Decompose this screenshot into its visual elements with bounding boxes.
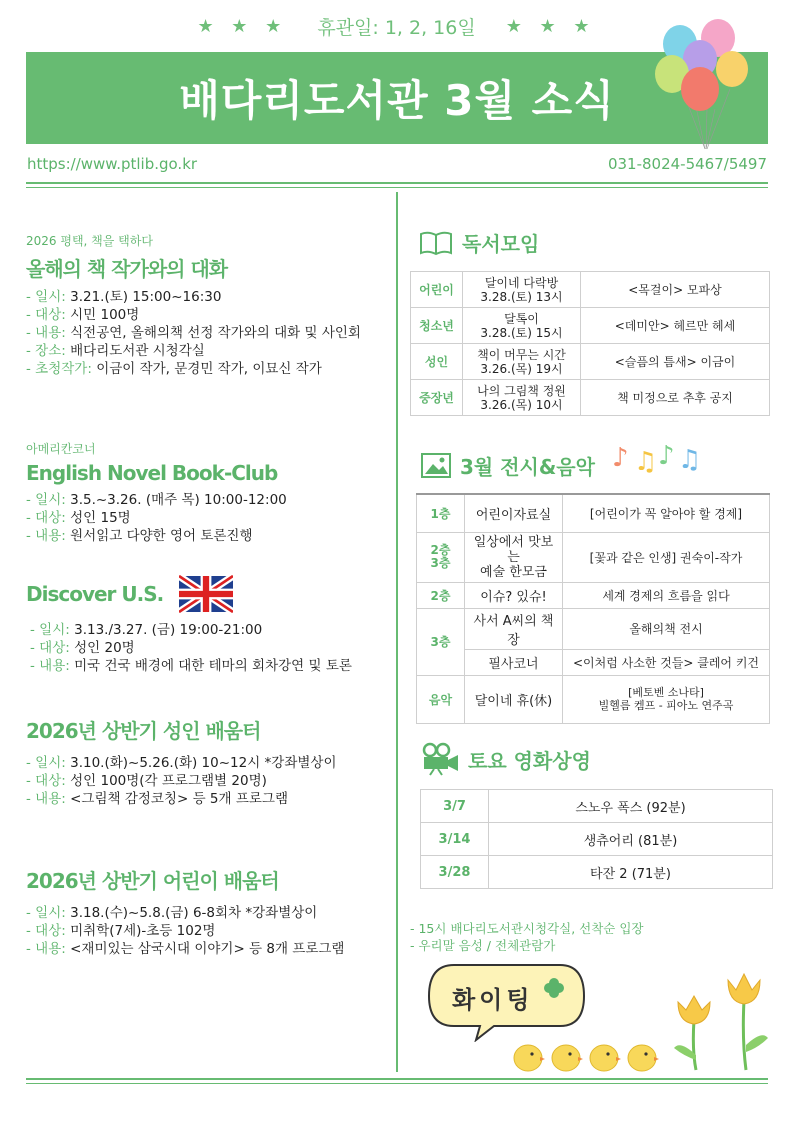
divider-top xyxy=(26,182,768,184)
movie-note: - 15시 배다리도서관시청각실, 선착순 입장 xyxy=(410,921,644,936)
page-title: 배다리도서관 3월 소식 xyxy=(179,76,615,125)
stars-left: ★ ★ ★ xyxy=(197,15,288,37)
discover-section xyxy=(26,575,391,675)
info-line: - 대상: 시민 100명 xyxy=(26,307,140,323)
reading-header xyxy=(418,228,539,257)
discover-title: Discover U.S. xyxy=(26,582,164,606)
table-cell: 책이 머무는 시간 3.26.(목) 19시 xyxy=(463,344,581,380)
table-cell: 나의 그림책 정원 3.26.(목) 10시 xyxy=(463,380,581,416)
svg-text:♫: ♫ xyxy=(678,445,702,474)
phone-number: 031-8024-5467/5497 xyxy=(607,155,767,173)
table-cell: 3/7 xyxy=(421,790,489,823)
book-club-info xyxy=(26,491,391,545)
table-cell: 3/28 xyxy=(421,856,489,889)
info-line: - 일시: 3.5.~3.26. (매주 목) 10:00-12:00 xyxy=(26,492,287,508)
table-cell: 어린이 xyxy=(411,272,463,308)
table-cell: 청소년 xyxy=(411,308,463,344)
author-talk-section xyxy=(26,232,391,378)
union-jack-flag-icon xyxy=(179,575,233,613)
table-cell: 어린이자료실 xyxy=(465,494,563,532)
info-line: - 대상: 미취학(7세)-초등 102명 xyxy=(26,923,216,939)
table-cell: 달톡이 3.28.(토) 15시 xyxy=(463,308,581,344)
author-talk-info xyxy=(26,288,391,378)
table-row xyxy=(411,380,770,416)
tulips-icon xyxy=(664,960,774,1072)
table-cell: 2층 xyxy=(417,582,465,608)
table-cell: 올해의책 전시 xyxy=(563,608,770,649)
table-cell: [베토벤 소나타] 빌헬름 켐프 - 피아노 연주곡 xyxy=(563,675,770,723)
music-notes-icon xyxy=(612,438,704,474)
table-cell: 1층 xyxy=(417,494,465,532)
table-cell: 타잔 2 (71분) xyxy=(489,856,773,889)
movie-header xyxy=(420,742,591,776)
table-cell: <이처럼 사소한 것들> 클레어 키건 xyxy=(563,649,770,675)
adult-program-info xyxy=(26,754,391,808)
table-row xyxy=(417,608,770,649)
column-divider xyxy=(396,192,398,1072)
movie-title: 토요 영화상영 xyxy=(468,748,591,773)
info-line: - 일시: 3.21.(토) 15:00~16:30 xyxy=(26,289,222,305)
info-line: - 장소: 배다리도서관 시청각실 xyxy=(26,343,205,359)
table-cell: 필사코너 xyxy=(465,649,563,675)
info-line: - 내용: 식전공연, 올해의책 선정 작가와의 대화 및 사인회 xyxy=(26,325,361,341)
movie-note: - 우리말 음성 / 전체관람가 xyxy=(410,938,556,953)
movie-notes xyxy=(410,920,643,954)
info-line: - 내용: 원서읽고 다양한 영어 토론진행 xyxy=(26,528,253,544)
table-cell: 일상에서 맛보는 예술 한모금 xyxy=(465,532,563,582)
picture-frame-icon xyxy=(420,450,452,480)
info-line: - 대상: 성인 100명(각 프로그램별 20명) xyxy=(26,773,267,789)
table-row xyxy=(411,272,770,308)
svg-text:♪: ♪ xyxy=(612,443,629,473)
info-line: - 대상: 성인 15명 xyxy=(26,510,131,526)
info-line: - 대상: 성인 20명 xyxy=(30,640,135,656)
table-row xyxy=(421,823,773,856)
closed-days: 휴관일: 1, 2, 16일 xyxy=(317,16,476,39)
table-row xyxy=(411,344,770,380)
table-cell: 2층 3층 xyxy=(417,532,465,582)
book-club-kicker: 아메리칸코너 xyxy=(26,442,96,456)
table-cell: 책 미정으로 추후 공지 xyxy=(581,380,770,416)
table-cell: 3/14 xyxy=(421,823,489,856)
info-line: - 내용: <재미있는 삼국시대 이야기> 등 8개 프로그램 xyxy=(26,941,345,957)
table-cell: [꽃과 같은 인생] 권숙이-작가 xyxy=(563,532,770,582)
kids-program-info xyxy=(26,904,391,958)
svg-text:♪: ♪ xyxy=(658,441,675,471)
table-row xyxy=(421,790,773,823)
adult-program-section xyxy=(26,715,391,808)
table-cell: 음악 xyxy=(417,675,465,723)
table-cell: 사서 A씨의 책장 xyxy=(465,608,563,649)
table-cell: <데미안> 헤르만 헤세 xyxy=(581,308,770,344)
table-cell: [어린이가 꼭 알아야 할 경제] xyxy=(563,494,770,532)
adult-program-title: 2026년 상반기 성인 배움터 xyxy=(26,719,261,743)
table-cell: 이슈? 있슈! xyxy=(465,582,563,608)
exhibit-header xyxy=(420,450,595,480)
table-row xyxy=(421,856,773,889)
exhibit-table xyxy=(416,493,770,724)
info-line: - 초청작가: 이금이 작가, 문경민 작가, 이묘신 작가 xyxy=(26,361,322,377)
table-row xyxy=(411,308,770,344)
table-cell: 생츄어리 (81분) xyxy=(489,823,773,856)
exhibit-title: 3월 전시&음악 xyxy=(460,454,595,479)
table-cell: 세계 경제의 흐름을 읽다 xyxy=(563,582,770,608)
stars-right: ★ ★ ★ xyxy=(505,15,596,37)
table-cell: 달이네 휴(休) xyxy=(465,675,563,723)
divider-bottom xyxy=(26,1078,768,1080)
divider-bottom-thin xyxy=(26,1083,768,1084)
table-cell: <목걸이> 모파상 xyxy=(581,272,770,308)
info-line: - 일시: 3.18.(수)~5.8.(금) 6-8회차 *강좌별상이 xyxy=(26,905,318,921)
website-link[interactable]: https://www.ptlib.go.kr xyxy=(27,155,198,173)
info-line: - 내용: 미국 건국 배경에 대한 테마의 회차강연 및 토론 xyxy=(30,658,352,674)
table-row xyxy=(417,675,770,723)
table-cell: 중장년 xyxy=(411,380,463,416)
table-cell: 스노우 폭스 (92분) xyxy=(489,790,773,823)
cheer-text: 화이팅 xyxy=(452,986,534,1014)
info-line: - 일시: 3.10.(화)~5.26.(화) 10~12시 *강좌별상이 xyxy=(26,755,337,771)
kids-program-title: 2026년 상반기 어린이 배움터 xyxy=(26,869,279,893)
balloons-icon xyxy=(650,14,760,154)
open-book-icon xyxy=(418,229,454,257)
book-club-section xyxy=(26,440,391,545)
table-row xyxy=(417,649,770,675)
discover-info xyxy=(26,621,391,675)
book-club-title: English Novel Book-Club xyxy=(26,461,278,485)
table-cell: 성인 xyxy=(411,344,463,380)
table-cell: <슬픔의 틈새> 이금이 xyxy=(581,344,770,380)
table-row xyxy=(417,582,770,608)
film-camera-icon xyxy=(420,742,460,776)
svg-text:♫: ♫ xyxy=(634,447,658,474)
table-row xyxy=(417,532,770,582)
chicks-icon xyxy=(508,1036,664,1074)
table-cell: 3층 xyxy=(417,608,465,675)
reading-title: 독서모임 xyxy=(462,232,540,256)
info-line: - 일시: 3.13./3.27. (금) 19:00-21:00 xyxy=(30,622,263,638)
divider-top-thin xyxy=(26,187,768,188)
author-talk-title: 올해의 책 작가와의 대화 xyxy=(26,257,228,281)
info-line: - 내용: <그림책 감정코칭> 등 5개 프로그램 xyxy=(26,791,289,807)
kids-program-section xyxy=(26,865,391,958)
reading-table xyxy=(410,271,770,416)
author-talk-kicker: 2026 평택, 책을 택하다 xyxy=(26,234,153,248)
table-row xyxy=(417,494,770,532)
movie-table xyxy=(420,789,773,889)
table-cell: 달이네 다락방 3.28.(토) 13시 xyxy=(463,272,581,308)
